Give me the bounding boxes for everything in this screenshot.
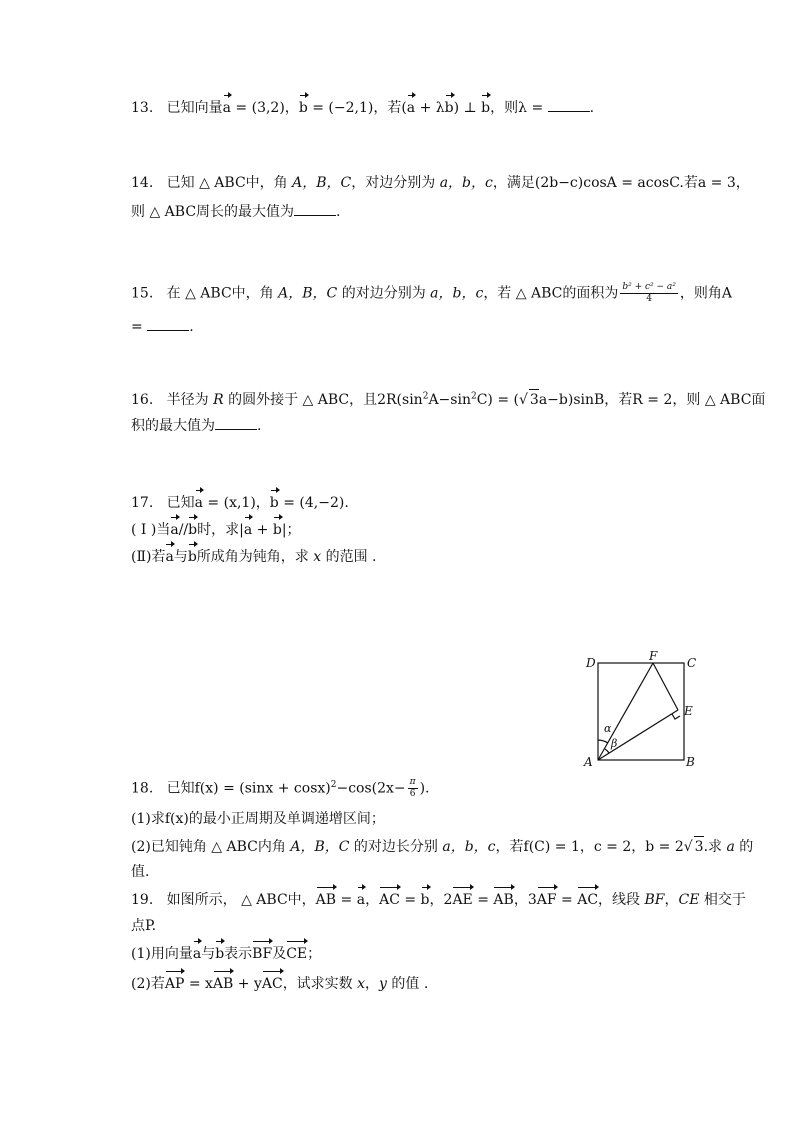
segment-FE (653, 663, 678, 710)
problem-14: 14. 已知 △ ABC中，角 A，B，C，对边分别为 a，b，c，满足(2b−c)cosA = acosC.若a = 3， (131, 175, 750, 191)
label-D: D (586, 656, 596, 670)
segment-AE (598, 710, 678, 760)
problem-18-part1: (1)求f(x)的最小正周期及单调递增区间； (131, 811, 385, 827)
problem-16-cont: 积的最大值为 . (131, 415, 261, 436)
problem-16: 16. 半径为 R 的圆外接于 △ ABC，且$2R(\sin^2A-\sin^2C)$ = (√ 3a−b)sinB，若R = 2，则 △ ABC面 (131, 389, 765, 410)
vector-b: b (444, 100, 454, 116)
problem-18: 18. 已知$f(x) = (\sin x + \cos x)^2-\cos(2x-$ $\frac{\pi}{6}$ ). (131, 777, 430, 799)
problem-number: 13. (131, 100, 154, 116)
problem-18-part2: (2)已知钝角 △ ABC内角 A，B，C 的对边长分别 a，b，c，若f(C) = 1，c = 2，b = 2√ 3.求 a 的 (131, 836, 753, 857)
problem-17: 17. 已知a = (x,1)，b = (4,−2). (131, 495, 349, 511)
problem-19-part1: (1)用向量a与b表示BF及CE； (131, 946, 322, 962)
problem-14-cont: 则 △ ABC周长的最大值为 . (131, 201, 341, 222)
label-alpha: α (604, 722, 612, 735)
answer-blank (548, 97, 590, 112)
segment-AF (598, 663, 653, 760)
label-beta: β (611, 737, 618, 750)
problem-17-part1: ( Ⅰ )当a//b时，求|a + b|； (131, 522, 301, 538)
problem-19-cont: 点P. (131, 918, 157, 934)
label-F: F (649, 650, 658, 663)
fraction: $\frac{\pi}{6}$ (409, 777, 416, 799)
label-A: A (584, 755, 593, 769)
problem-17-part2: (Ⅱ)若a与b所成角为钝角，求 x 的范围 . (131, 549, 377, 565)
problem-number: 17. (131, 495, 154, 511)
vector-b: b (298, 100, 308, 116)
vector-a: a (406, 100, 416, 116)
answer-blank (215, 415, 257, 430)
problem-18-cont: 值. (131, 864, 150, 880)
geometry-figure (578, 650, 708, 775)
answer-blank (147, 316, 189, 331)
right-angle-mark (672, 714, 680, 719)
angle-beta-arc (605, 749, 609, 753)
problem-number: 15. (131, 285, 154, 302)
fraction: $\frac{\text{b² + c² − a²}}{4}$ (622, 282, 676, 304)
problem-number: 18. (131, 780, 154, 797)
vector-a: a (194, 495, 203, 511)
vector-a: a (222, 100, 231, 116)
problem-number: 14. (131, 175, 154, 191)
problem-number: 16. (131, 392, 154, 408)
vector-b: b (269, 495, 279, 511)
vector-b: b (481, 100, 491, 116)
angle-alpha-arc (598, 740, 608, 743)
problem-19: 19. 如图所示， △ ABC中，AB = a，AC = b，2AE = AB，3AF = AC，线段 BF，CE 相交于 (131, 892, 746, 908)
problem-number: 19. (131, 892, 154, 908)
label-C: C (687, 656, 697, 670)
answer-blank (294, 201, 336, 216)
label-E: E (684, 704, 693, 718)
label-B: B (686, 755, 695, 769)
problem-19-part2: (2)若AP = xAB + yAC，试求实数 x，y 的值 . (131, 976, 429, 992)
problem-15-cont: = . (131, 316, 194, 337)
problem-15: 15. 在 △ ABC中，角 A，B，C 的对边分别为 a，b，c，若 △ ABC的面积为 $\frac{\text{b² + c² − a²}}{4}$ ，则角A (131, 282, 733, 304)
problem-13: 13. 已知向量a = (3,2)，b = (−2,1)，若(a + λb) ⊥ b，则λ = . (131, 97, 594, 118)
